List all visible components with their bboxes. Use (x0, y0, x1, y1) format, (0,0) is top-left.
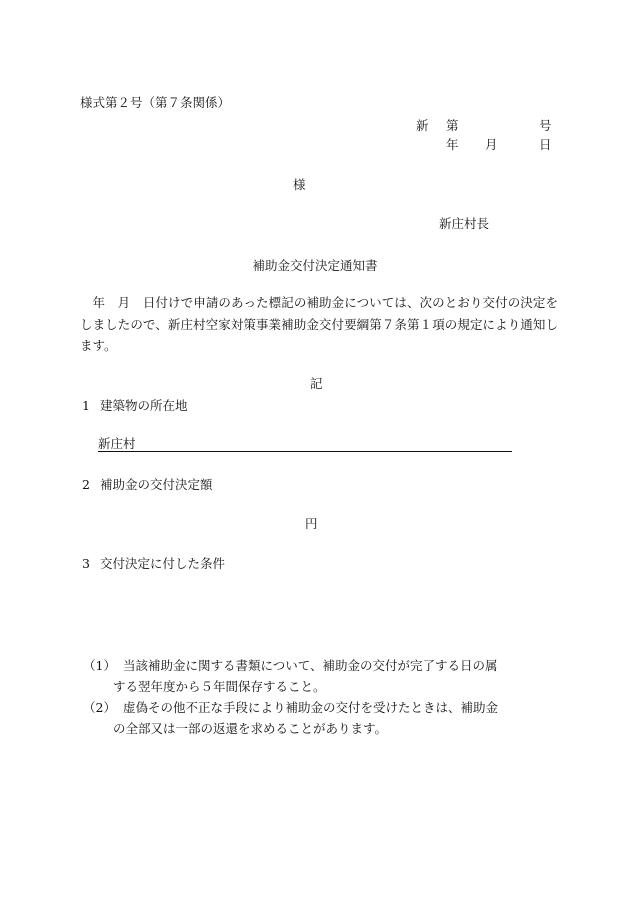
form-label: 様式第２号（第７条関係） (80, 95, 231, 110)
condition-2-line1: 虚偽その他不正な手段により補助金の交付を受けたときは、補助金 (123, 700, 499, 715)
doc-number-dai: 第 (446, 118, 459, 133)
condition-1-line1: 当該補助金に関する書類について、補助金の交付が完了する日の属 (123, 658, 498, 673)
doc-number-go: 号 (539, 118, 552, 133)
sender: 新庄村長 (439, 216, 490, 231)
date-month: 月 (485, 137, 498, 152)
date-year: 年 (446, 137, 459, 152)
addressee-suffix: 様 (293, 177, 306, 192)
condition-2-line2: の全部又は一部の返還を求めることがあります。 (113, 721, 388, 736)
condition-2-number: （2） (83, 700, 116, 715)
amount-unit: 円 (305, 516, 318, 531)
condition-1-number: （1） (83, 658, 116, 673)
item-1-number: 1 (82, 398, 90, 413)
item-2-number: 2 (82, 477, 90, 492)
date-day: 日 (539, 137, 552, 152)
item-1-label: 建築物の所在地 (100, 398, 188, 413)
ki-heading: 記 (310, 376, 323, 391)
document-title: 補助金交付決定通知書 (252, 258, 378, 273)
item-3-number: 3 (82, 556, 90, 571)
doc-number-prefix: 新 (416, 118, 429, 133)
item-3-label: 交付決定に付した条件 (100, 556, 226, 571)
location-underline (98, 451, 512, 452)
location-value: 新庄村 (98, 436, 136, 451)
item-2-label: 補助金の交付決定額 (100, 477, 213, 492)
condition-1-line2: する翌年度から５年間保存すること。 (113, 679, 326, 694)
body-text: 年 月 日付けで申請のあった標記の補助金については、次のとおり交付の決定をしましたので、新庄村空家対策事業補助金交付要綱第７条第１項の規定により通知します。 (80, 295, 558, 353)
condition-2 (83, 697, 553, 739)
condition-1 (83, 655, 553, 697)
